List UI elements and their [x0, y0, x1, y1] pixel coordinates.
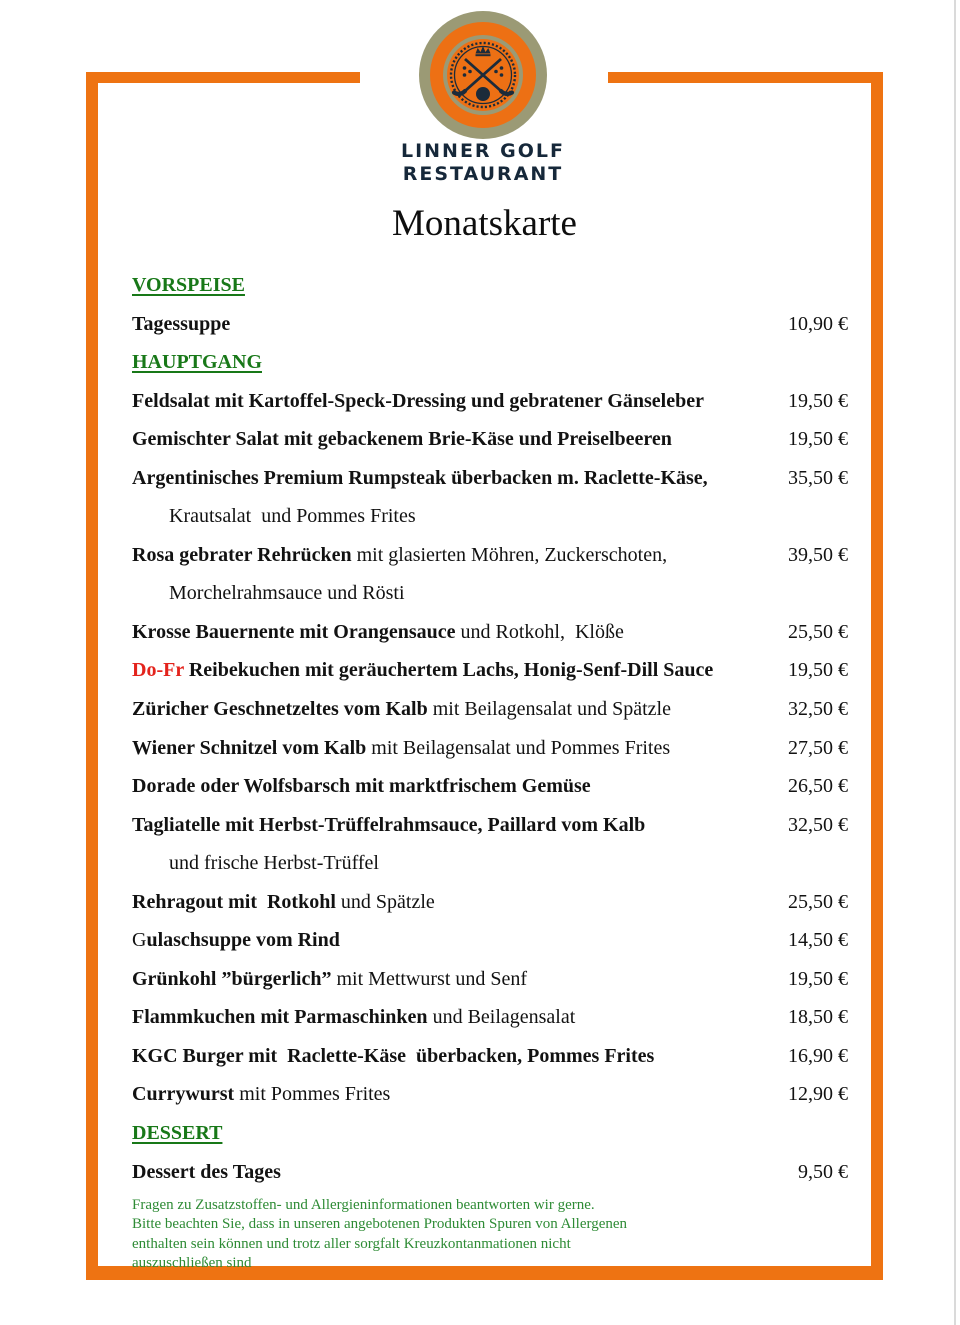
- allergen-note-line: Bitte beachten Sie, dass in unseren angebotenen Produkten Spuren von Allergenen: [132, 1216, 628, 1233]
- menu-item-row: [132, 806, 848, 845]
- item-name: [132, 729, 670, 768]
- item-price: 12,90 €: [788, 1083, 848, 1106]
- item-name: [132, 1153, 281, 1192]
- item-name: [132, 459, 708, 498]
- menu-item-row: [132, 382, 848, 421]
- item-name-segment: Grünkohl ”bürgerlich”: [132, 967, 332, 990]
- item-name: [132, 651, 713, 690]
- item-continuation-text: und frische Herbst-Trüffel: [169, 852, 379, 875]
- item-name-segment: Tagessuppe: [132, 312, 231, 335]
- item-price: 35,50 €: [788, 466, 848, 489]
- item-name: [132, 1075, 390, 1114]
- item-name-segment: Argentinisches Premium Rumpsteak überbacken m. Raclette-Käse,: [132, 466, 708, 489]
- menu-item-row: [132, 921, 848, 960]
- item-price: 32,50 €: [788, 813, 848, 836]
- menu-item-row: [132, 613, 848, 652]
- menu-item-row: [132, 1153, 848, 1192]
- logo-wordmark: [353, 140, 613, 186]
- scan-edge-line: [954, 0, 956, 1325]
- menu-item-row: [132, 459, 848, 498]
- menu-item-continuation-row: [132, 844, 848, 883]
- item-name-segment: Dessert des Tages: [132, 1160, 281, 1183]
- item-price: 39,50 €: [788, 543, 848, 566]
- menu-item-row: [132, 729, 848, 768]
- item-name-segment: Rosa gebrater Rehrücken: [132, 543, 352, 566]
- item-price: 27,50 €: [788, 736, 848, 759]
- allergen-note: [132, 1196, 692, 1273]
- item-continuation-text: Morchelrahmsauce und Rösti: [169, 582, 405, 605]
- item-name-segment: mit Pommes Frites: [234, 1083, 391, 1106]
- item-name: [132, 1037, 654, 1076]
- allergen-note-line: enthalten sein können und trotz aller sorgfalt Kreuzkontanmationen nicht: [132, 1235, 571, 1252]
- menu-item-continuation-row: [132, 497, 848, 536]
- frame-right-bar: [871, 72, 883, 1280]
- item-name-segment: Krosse Bauernente mit Orangensauce: [132, 620, 456, 643]
- item-price: 26,50 €: [788, 775, 848, 798]
- item-name-segment: und Rotkohl, Klöße: [455, 620, 624, 643]
- item-price: 18,50 €: [788, 1006, 848, 1029]
- item-name-segment: Tagliatelle mit Herbst-Trüffelrahmsauce, Paillard vom Kalb: [132, 813, 646, 836]
- item-name: [132, 960, 527, 999]
- item-name-segment: Gemischter Salat mit gebackenem Brie-Käse und Preiselbeeren: [132, 428, 672, 451]
- item-name: [132, 690, 671, 729]
- item-name: [132, 767, 591, 806]
- item-price: 14,50 €: [788, 929, 848, 952]
- item-name-segment: Züricher Geschnetzeltes vom Kalb: [132, 698, 428, 721]
- logo-line-1: LINNER GOLF: [400, 140, 566, 162]
- frame-left-bar: [86, 72, 98, 1280]
- item-name: [132, 420, 672, 459]
- menu-item-row: [132, 651, 848, 690]
- item-name: [132, 883, 435, 922]
- item-name-segment: KGC Burger mit Raclette-Käse überbacken, Pommes Frites: [132, 1044, 655, 1067]
- frame-top-left-bar: [86, 72, 360, 83]
- item-price: 25,50 €: [788, 890, 848, 913]
- menu-item-row: [132, 960, 848, 999]
- item-name: [132, 305, 230, 344]
- item-name-segment: Wiener Schnitzel vom Kalb: [132, 736, 367, 759]
- allergen-note-line: auszuschließen sind: [132, 1254, 252, 1271]
- menu-item-row: [132, 883, 848, 922]
- item-name-segment: Reibekuchen mit geräuchertem Lachs, Honig-Senf-Dill Sauce: [183, 659, 714, 682]
- logo-line-2: RESTAURANT: [402, 163, 564, 185]
- item-name: [132, 998, 575, 1037]
- item-name-segment: Rehragout mit Rotkohl: [132, 890, 336, 913]
- item-name-segment: Flammkuchen mit Parmaschinken: [132, 1006, 428, 1029]
- item-price: 9,50 €: [798, 1160, 848, 1183]
- menu-item-row: [132, 536, 848, 575]
- item-continuation-text: Krautsalat und Pommes Frites: [169, 505, 416, 528]
- item-name-segment: Do-Fr: [132, 659, 184, 682]
- menu-item-row: [132, 420, 848, 459]
- item-name-segment: und Beilagensalat: [427, 1006, 576, 1029]
- item-name: [132, 921, 340, 960]
- golf-club-badge-icon: [418, 10, 548, 140]
- item-price: 10,90 €: [788, 312, 848, 335]
- menu-item-row: [132, 767, 848, 806]
- item-price: 19,50 €: [788, 659, 848, 682]
- section-header: DESSERT: [132, 1122, 223, 1145]
- item-name-segment: G: [132, 929, 147, 952]
- menu-item-row: [132, 998, 848, 1037]
- item-name: [132, 806, 645, 845]
- item-price: 16,90 €: [788, 1044, 848, 1067]
- item-price: 19,50 €: [788, 428, 848, 451]
- item-name-segment: und Spätzle: [335, 890, 435, 913]
- item-name-segment: ulaschsuppe vom Rind: [146, 929, 340, 952]
- allergen-note-line: Fragen zu Zusatzstoffen- und Allergieninformationen beantworten wir gerne.: [132, 1197, 595, 1213]
- item-name-segment: mit Mettwurst und Senf: [331, 967, 528, 990]
- item-name: [132, 613, 624, 652]
- item-price: 32,50 €: [788, 698, 848, 721]
- section-header-row: [132, 1114, 848, 1153]
- menu-item-row: [132, 305, 848, 344]
- item-price: 25,50 €: [788, 620, 848, 643]
- item-name-segment: mit glasierten Möhren, Zuckerschoten,: [351, 543, 668, 566]
- item-name-segment: Dorade oder Wolfsbarsch mit marktfrischem Gemüse: [132, 775, 591, 798]
- frame-top-right-bar: [608, 72, 883, 83]
- menu-item-row: [132, 1037, 848, 1076]
- item-name-segment: Feldsalat mit Kartoffel-Speck-Dressing und gebratener Gänseleber: [132, 389, 704, 412]
- item-name-segment: Currywurst: [132, 1083, 235, 1106]
- section-header-row: [132, 266, 848, 305]
- menu-item-row: [132, 1075, 848, 1114]
- item-name-segment: mit Beilagensalat und Spätzle: [427, 698, 671, 721]
- item-name-segment: mit Beilagensalat und Pommes Frites: [366, 736, 671, 759]
- section-header-row: [132, 343, 848, 382]
- item-name: [132, 536, 667, 575]
- item-price: 19,50 €: [788, 389, 848, 412]
- menu-item-row: [132, 690, 848, 729]
- item-price: 19,50 €: [788, 967, 848, 990]
- section-header: HAUPTGANG: [132, 351, 262, 374]
- menu-item-continuation-row: [132, 574, 848, 613]
- page-title: Monatskarte: [392, 203, 577, 244]
- item-name: [132, 382, 704, 421]
- menu-list: [132, 266, 848, 1191]
- section-header: VORSPEISE: [132, 274, 245, 296]
